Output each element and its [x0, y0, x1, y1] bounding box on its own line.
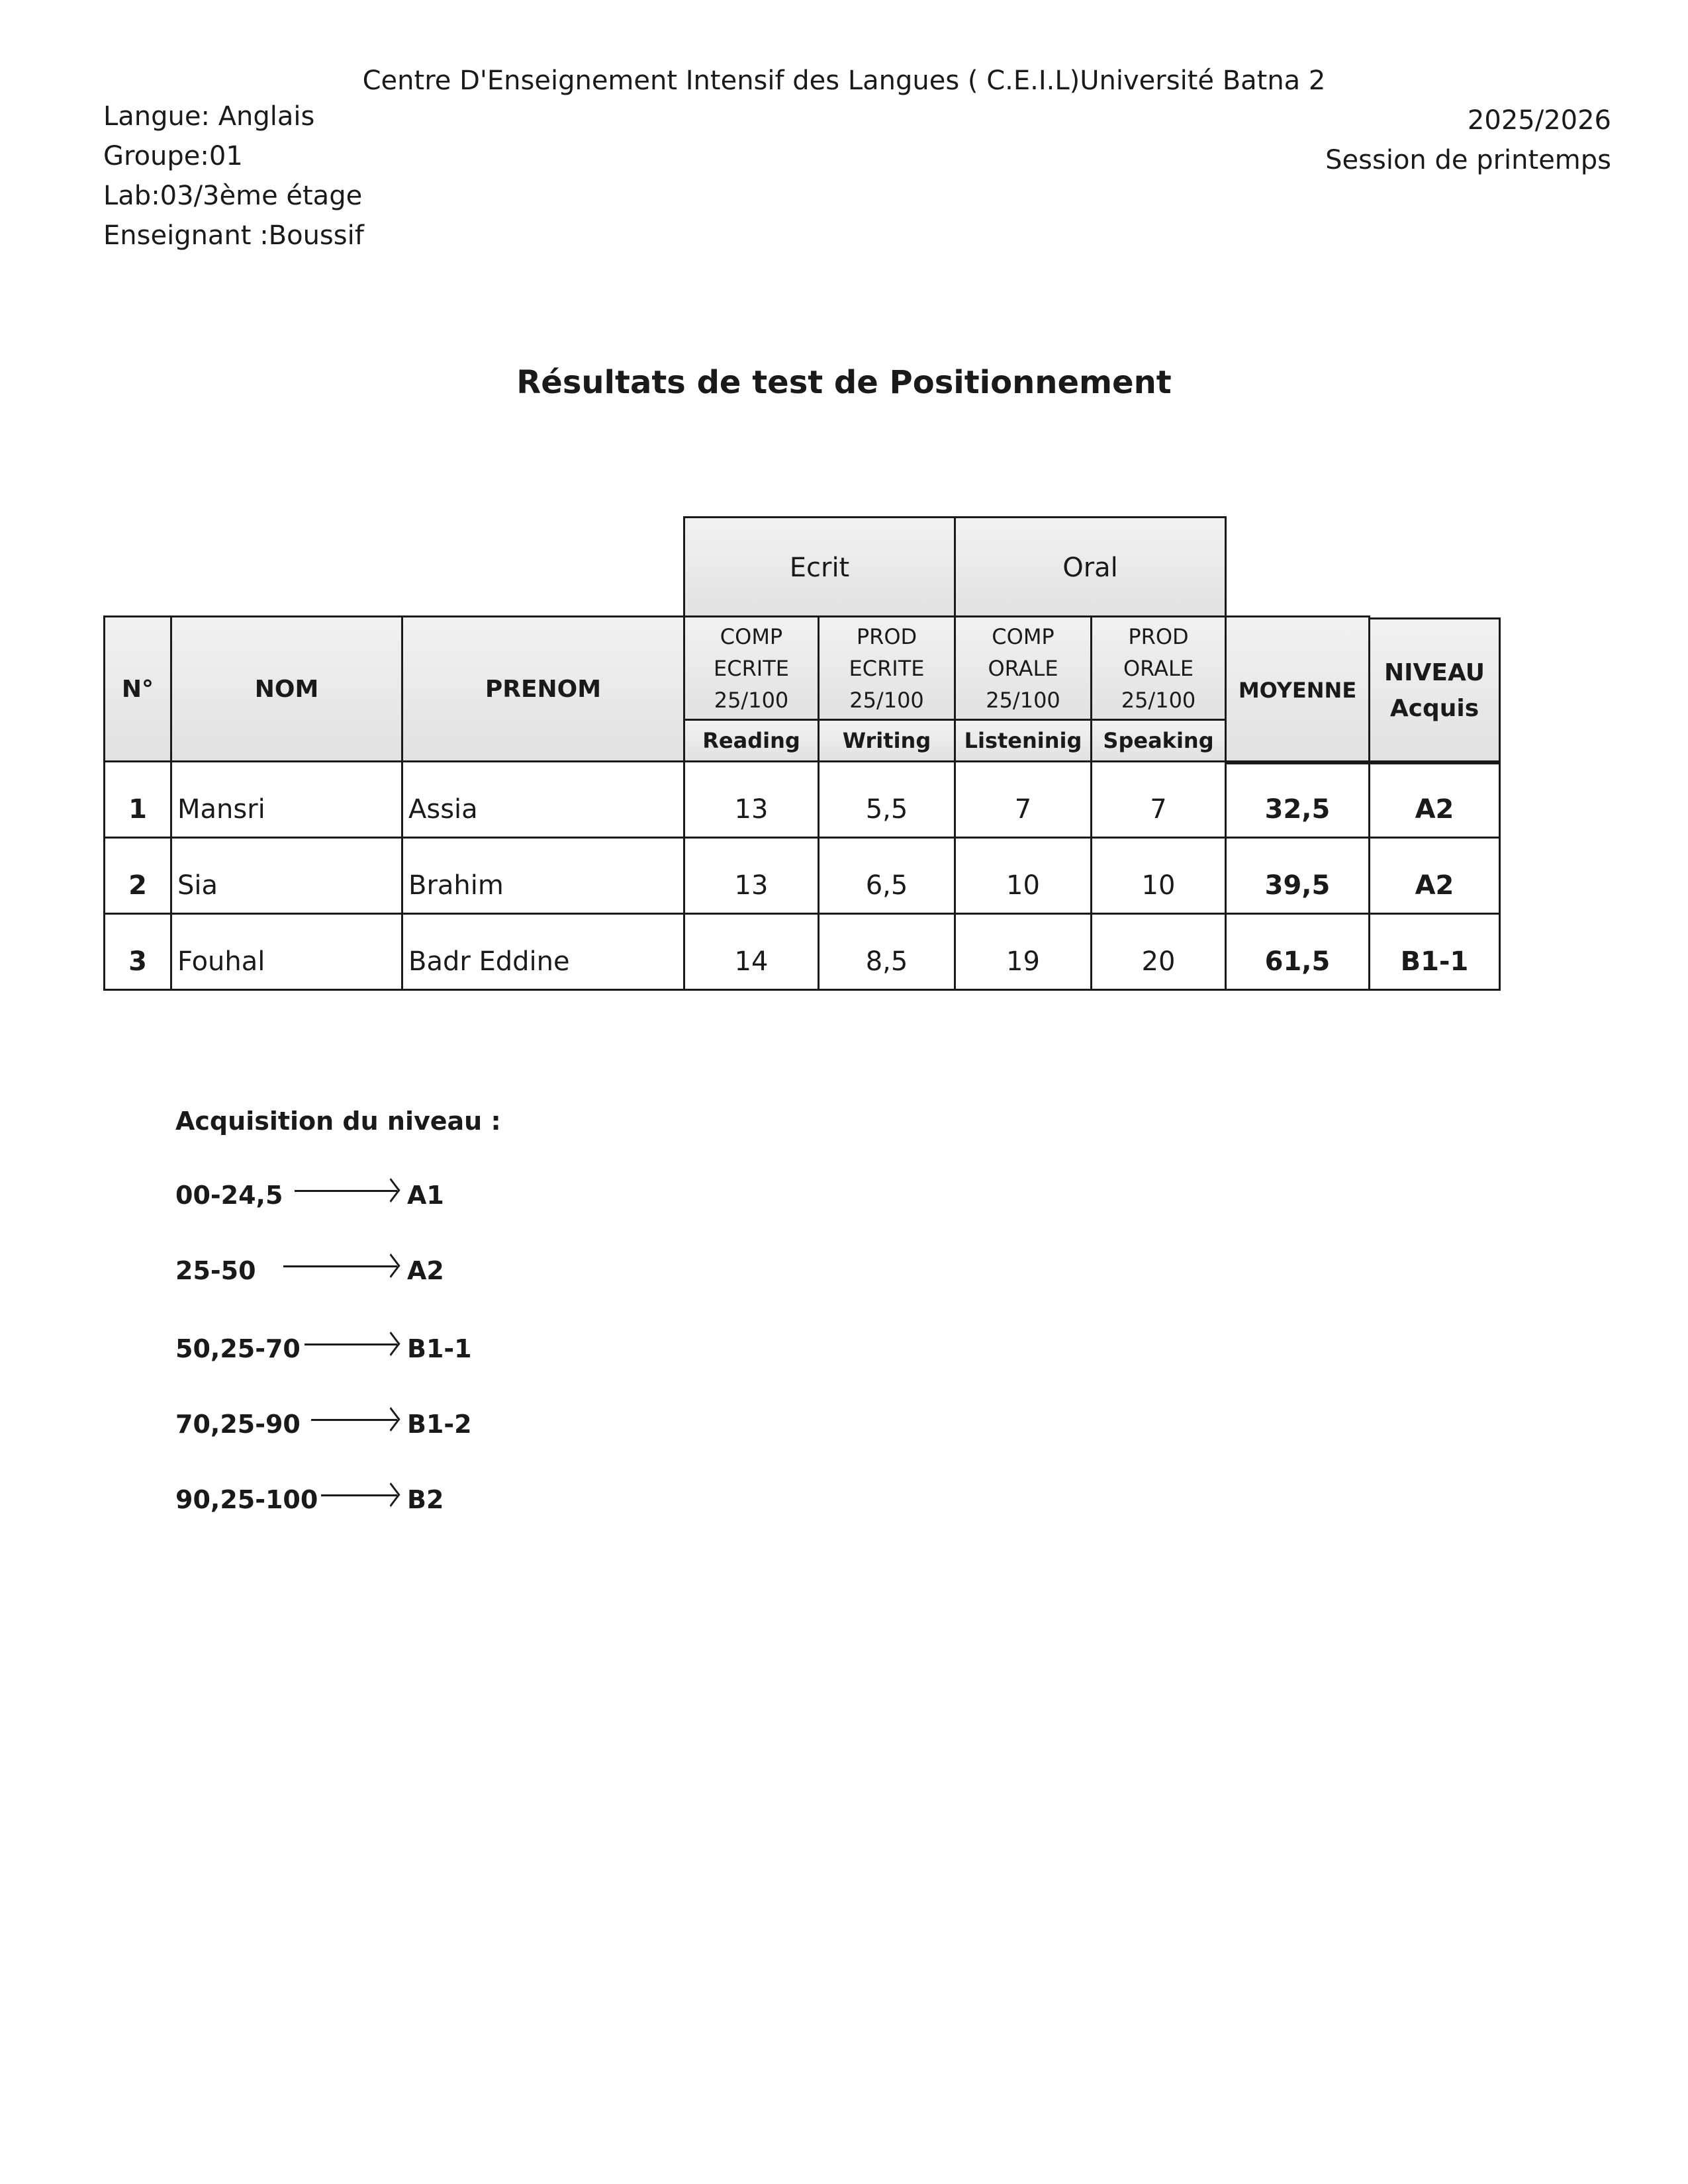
- col-header-prod-ecrite-line3: 25/100: [849, 687, 924, 713]
- col-header-prod-ecrite: [818, 615, 956, 721]
- legend-range: 25-50: [175, 1256, 256, 1285]
- page-title-text: Résultats de test de Positionnement: [516, 364, 1172, 401]
- arrow-right-icon: [295, 1190, 397, 1192]
- col-header-prod-ecrite-line2: ECRITE: [849, 655, 925, 681]
- cell-reading: 13: [683, 837, 820, 915]
- col-header-prenom: PRENOM: [401, 615, 685, 762]
- legend-level: B2: [407, 1485, 444, 1514]
- subheader-reading: Reading: [683, 719, 820, 762]
- arrow-right-icon: [283, 1265, 397, 1267]
- enseignant-label: Enseignant :Boussif: [103, 220, 364, 251]
- legend-range: 00-24,5: [175, 1181, 283, 1210]
- institution-title: Centre D'Enseignement Intensif des Langues ( C.E.I.L)Université Batna 2: [362, 66, 1326, 96]
- legend-range: 90,25-100: [175, 1485, 318, 1514]
- col-header-prod-orale-line2: ORALE: [1123, 655, 1194, 681]
- col-header-num: N°: [103, 615, 172, 762]
- cell-speaking: 10: [1090, 837, 1227, 915]
- subheader-writing: Writing: [818, 719, 956, 762]
- col-header-comp-ecrite-line1: COMP: [720, 623, 783, 649]
- subheader-listening: Listeninig: [954, 719, 1092, 762]
- col-header-prod-orale-line3: 25/100: [1121, 687, 1196, 713]
- cell-nom: Fouhal: [170, 913, 403, 991]
- cell-reading: 13: [683, 760, 820, 839]
- col-header-niveau-line2: Acquis: [1389, 695, 1479, 722]
- cell-nom: Sia: [170, 837, 403, 915]
- legend-level: B1-2: [407, 1410, 472, 1439]
- cell-prenom: Badr Eddine: [401, 913, 685, 991]
- col-header-prod-orale-line1: PROD: [1128, 623, 1189, 649]
- cell-reading: 14: [683, 913, 820, 991]
- col-header-comp-ecrite-line2: ECRITE: [714, 655, 789, 681]
- col-header-moyenne: MOYENNE: [1225, 615, 1370, 764]
- cell-nom: Mansri: [170, 760, 403, 839]
- page-title: [0, 364, 1688, 401]
- legend-title: Acquisition du niveau :: [175, 1107, 501, 1136]
- cell-num: 1: [103, 760, 172, 839]
- col-header-comp-ecrite: [683, 615, 820, 721]
- cell-num: 3: [103, 913, 172, 991]
- cell-listening: 10: [954, 837, 1092, 915]
- langue-label: Langue: Anglais: [103, 101, 315, 132]
- cell-prenom: Brahim: [401, 837, 685, 915]
- col-header-prod-ecrite-line1: PROD: [856, 623, 917, 649]
- legend-level: A2: [407, 1256, 444, 1285]
- arrow-right-icon: [321, 1494, 397, 1496]
- cell-moyenne: 32,5: [1225, 760, 1370, 839]
- cell-listening: 19: [954, 913, 1092, 991]
- cell-niveau: B1-1: [1368, 913, 1501, 991]
- col-header-nom: NOM: [170, 615, 403, 762]
- cell-num: 2: [103, 837, 172, 915]
- cell-speaking: 7: [1090, 760, 1227, 839]
- cell-writing: 6,5: [818, 837, 956, 915]
- cell-speaking: 20: [1090, 913, 1227, 991]
- legend-range: 50,25-70: [175, 1334, 301, 1363]
- groupe-label: Groupe:01: [103, 141, 243, 171]
- col-header-niveau-line1: NIVEAU: [1384, 659, 1485, 686]
- session-label: Session de printemps: [1325, 145, 1611, 175]
- col-header-comp-orale: [954, 615, 1092, 721]
- col-header-comp-orale-line2: ORALE: [988, 655, 1058, 681]
- cell-niveau: A2: [1368, 760, 1501, 839]
- subheader-speaking: Speaking: [1090, 719, 1227, 762]
- col-header-niveau: [1368, 617, 1501, 764]
- cell-niveau: A2: [1368, 837, 1501, 915]
- arrow-right-icon: [311, 1419, 397, 1421]
- col-header-comp-ecrite-line3: 25/100: [714, 687, 789, 713]
- lab-label: Lab:03/3ème étage: [103, 181, 363, 211]
- legend-level: B1-1: [407, 1334, 472, 1363]
- cell-writing: 8,5: [818, 913, 956, 991]
- academic-year: 2025/2026: [1467, 105, 1611, 136]
- cell-listening: 7: [954, 760, 1092, 839]
- cell-prenom: Assia: [401, 760, 685, 839]
- cell-moyenne: 61,5: [1225, 913, 1370, 991]
- legend-level: A1: [407, 1181, 444, 1210]
- group-header-ecrit: Ecrit: [683, 516, 956, 619]
- col-header-comp-orale-line3: 25/100: [986, 687, 1060, 713]
- arrow-right-icon: [305, 1343, 397, 1345]
- cell-moyenne: 39,5: [1225, 837, 1370, 915]
- legend-range: 70,25-90: [175, 1410, 301, 1439]
- col-header-comp-orale-line1: COMP: [992, 623, 1055, 649]
- col-header-prod-orale: [1090, 615, 1227, 721]
- cell-writing: 5,5: [818, 760, 956, 839]
- group-header-oral: Oral: [954, 516, 1227, 619]
